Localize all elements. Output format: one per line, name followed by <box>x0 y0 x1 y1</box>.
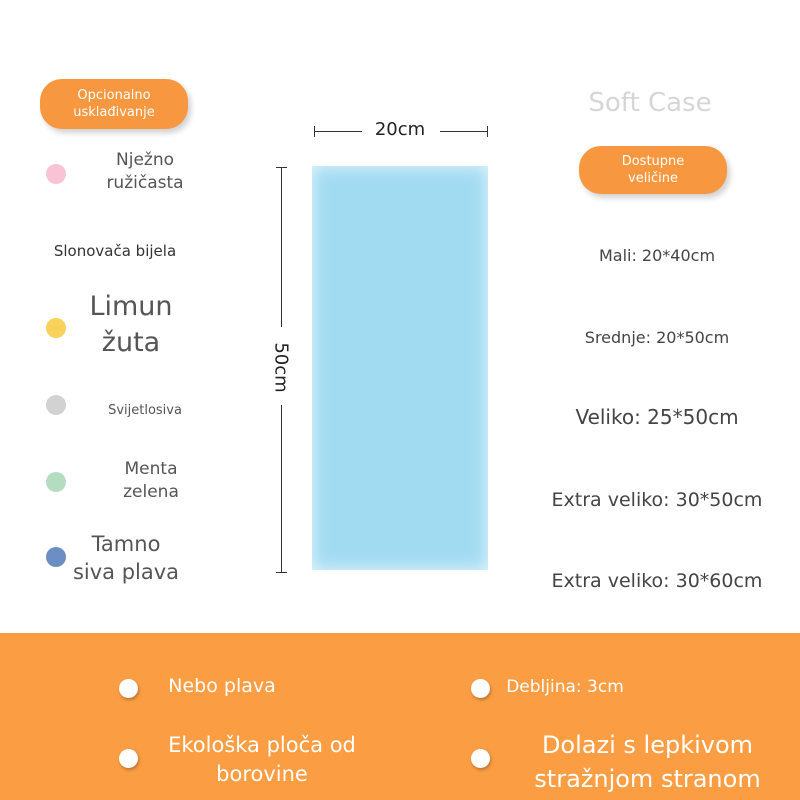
width-dimension-line-right <box>440 131 488 132</box>
color-swatch-mint <box>46 472 66 492</box>
color-label-slate-blue <box>70 530 182 586</box>
brand-watermark: Soft Case <box>588 88 712 118</box>
color-swatch-yellow <box>46 318 66 338</box>
color-label-pink <box>92 149 198 195</box>
color-label-line: siva plava <box>72 560 180 584</box>
color-label-line: Limun <box>89 291 173 322</box>
width-dimension-tick-left <box>314 126 315 137</box>
options-badge-line2: usklađivanje <box>73 105 155 120</box>
color-swatch-slate-blue <box>46 547 66 567</box>
size-option-small: Mali: 20*40cm <box>598 246 716 265</box>
color-label-line: Menta <box>124 459 178 479</box>
color-label-line: Nježno <box>116 150 174 170</box>
feature-line: Dolazi s lepkivom <box>541 731 754 759</box>
color-label-line: Slonovača bijela <box>53 242 177 260</box>
color-swatch-gray <box>46 395 66 415</box>
feature-text-3 <box>152 731 372 789</box>
height-dimension-line-bottom <box>281 405 282 572</box>
options-badge <box>40 79 188 129</box>
size-option-extra-large-2: Extra veliko: 30*60cm <box>551 570 763 592</box>
color-label-ivory <box>40 240 190 262</box>
feature-text-4 <box>505 728 790 796</box>
width-dimension-line-left <box>314 131 362 132</box>
feature-bullet-1 <box>119 679 138 698</box>
color-label-yellow <box>78 289 184 361</box>
color-label-line: zelena <box>123 482 179 502</box>
feature-line: borovine <box>216 762 308 786</box>
feature-bullet-2 <box>471 679 490 698</box>
color-swatch-pink <box>46 164 66 184</box>
feature-line: Debljina: 3cm <box>506 677 624 697</box>
product-panel <box>312 166 488 570</box>
sizes-badge-line2: veličine <box>628 171 678 186</box>
feature-line: stražnjom stranom <box>534 765 761 793</box>
feature-text-1 <box>148 674 296 698</box>
options-badge-line1: Opcionalno <box>77 88 151 103</box>
feature-text-2 <box>500 676 630 698</box>
size-option-extra-large-1: Extra veliko: 30*50cm <box>551 489 763 511</box>
color-label-line: Svijetlosiva <box>108 403 182 418</box>
sizes-badge-line1: Dostupne <box>621 154 685 169</box>
color-label-gray <box>92 402 198 420</box>
color-label-line: žuta <box>101 327 161 358</box>
color-label-line: ružičasta <box>106 173 184 193</box>
height-dimension-tick-bottom <box>276 572 287 573</box>
color-label-mint <box>98 458 204 504</box>
size-option-large: Veliko: 25*50cm <box>575 405 739 429</box>
width-dimension-tick-right <box>487 126 488 137</box>
feature-line: Nebo plava <box>168 675 276 697</box>
color-label-line: Tamno <box>91 532 161 556</box>
size-option-medium: Srednje: 20*50cm <box>584 328 730 347</box>
sizes-badge <box>579 146 727 194</box>
height-dimension-line-top <box>281 167 282 327</box>
feature-bullet-3 <box>119 749 138 768</box>
feature-line: Ekološka ploča od <box>168 733 356 757</box>
height-dimension-label: 50cm <box>270 342 292 393</box>
width-dimension-label: 20cm <box>374 119 426 140</box>
feature-bullet-4 <box>471 749 490 768</box>
